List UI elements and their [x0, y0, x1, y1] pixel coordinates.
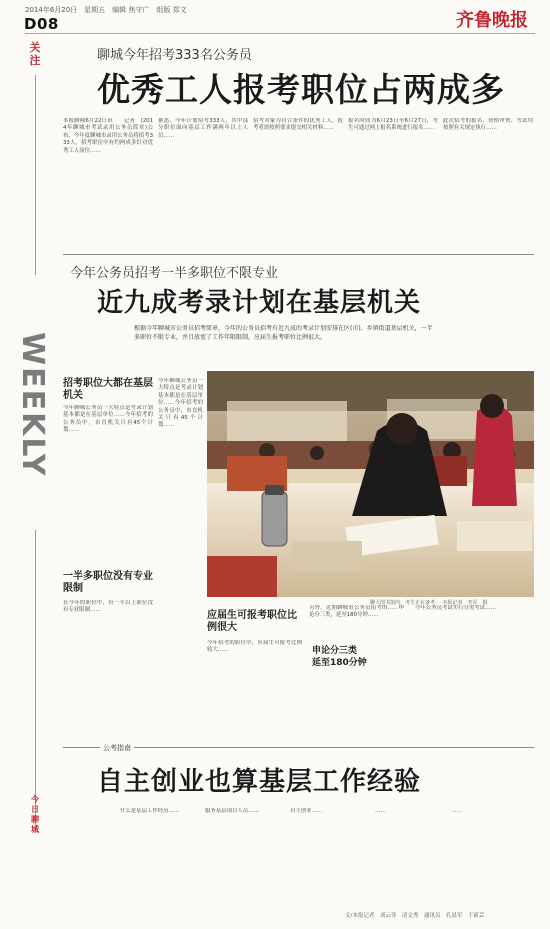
newspaper-logo: 齐鲁晚报 [456, 10, 528, 31]
story1-kicker: 聊城今年招考333名公务员 [97, 48, 252, 63]
story2-subhead-2: 一半多职位没有专业限制 [63, 571, 153, 594]
sidebar-line-bottom [35, 530, 36, 830]
story1-column-1: 本报聊城6月22日讯 记者 (2014年聊城市考试录用公务员简章)公布，今年度聊城市录用公务员将招考333人，招考职位中有约两成多针对优秀工人岗位…… [63, 118, 153, 154]
story1-column-3: 招考对象为符合条件的优秀工人，报考者需按照要求提交相关材料…… [253, 118, 343, 132]
page-header [0, 0, 550, 40]
sidebar-line-top [35, 75, 36, 275]
story3-byline: 文/本报记者 刘云菲 凌文秀 通讯员 孔晨军 于新芸 [345, 913, 485, 919]
story2-lead: 根据今年聊城市公务员招考简章，今年的公务员招考有近九成的考录计划安排在区(市)、乡镇街道基层机关，一半多职位不限专业，并且放宽了工作年限限制，应届生报考职位比例很大。 [134, 325, 433, 341]
story2-column-d: 另外，近期聊城市公务员招考的……申论分三类，延至180分钟…… [309, 605, 404, 619]
story1-column-5: 此次招考的报名、资格审查、考试均按照有关规定执行…… [443, 118, 533, 132]
story1-title: 优秀工人报考职位占两成多 [97, 70, 505, 109]
story2-column-narrow: 今年聊城公务员一大特点是考录计划基本都是在基层单位……今年招考的公务员中，市直机关只有45个计划…… [158, 378, 203, 429]
header-rule [25, 33, 535, 34]
story2-kicker: 今年公务员招考一半多职位不限专业 [70, 266, 279, 281]
daily-label: 今日聊城 [31, 795, 39, 834]
page-number: D08 [24, 15, 59, 33]
story1-divider [63, 254, 534, 255]
section-sidebar [17, 35, 55, 925]
photo-caption: 聊大图书馆内，考生正在备考。 本报记者 李军 摄 [370, 600, 488, 606]
story1-column-4: 报名时间为6月23日至6月27日，考生可通过网上报名系统进行报名…… [348, 118, 438, 132]
story2-column-e: 今年公务员考试实行分类考试…… [415, 605, 496, 611]
story2-subhead-1: 招考职位大都在基层机关 [63, 378, 153, 401]
story3-column-5: …… [451, 808, 462, 814]
story3-title: 自主创业也算基层工作经验 [97, 767, 422, 797]
story2-title: 近九成考录计划在基层机关 [97, 288, 422, 318]
story2-column-c: 今年招考的职位中，应届生可报考比例较大…… [207, 640, 302, 654]
story3-column-2: 服务基层项目人员…… [205, 808, 259, 814]
story3-column-3: 自主创业…… [290, 808, 323, 814]
library-photo-illustration [207, 371, 534, 597]
section-label: 关注 [29, 41, 41, 67]
issue-meta: 2014年6月20日 星期五 编辑 焦守广 组版 郑文 [25, 6, 187, 14]
story2-pullquote: 申论分三类 延至180分钟 [312, 646, 367, 668]
story3-column-1: 什么是基层工作经历…… [120, 808, 180, 814]
story2-column-a: 今年聊城公务员一大特点是考录计划基本都是在基层单位……今年招考的公务员中，市直机关只有45个计划…… [63, 405, 153, 434]
story2-column-b: 在今年的职位中，有一半以上职位没有专业限制…… [63, 600, 153, 614]
weekly-label: WEEKLY [15, 332, 50, 478]
library-photo [207, 371, 534, 597]
story2-subhead-3: 应届生可报考职位比例很大 [207, 610, 297, 633]
story1-column-2: 据悉，今年计划招考333人，其中部分职位面向基层工作满两年以上人员…… [158, 118, 248, 139]
story3-tag: 公考指南 [100, 743, 134, 753]
story3-column-4: …… [375, 808, 386, 814]
